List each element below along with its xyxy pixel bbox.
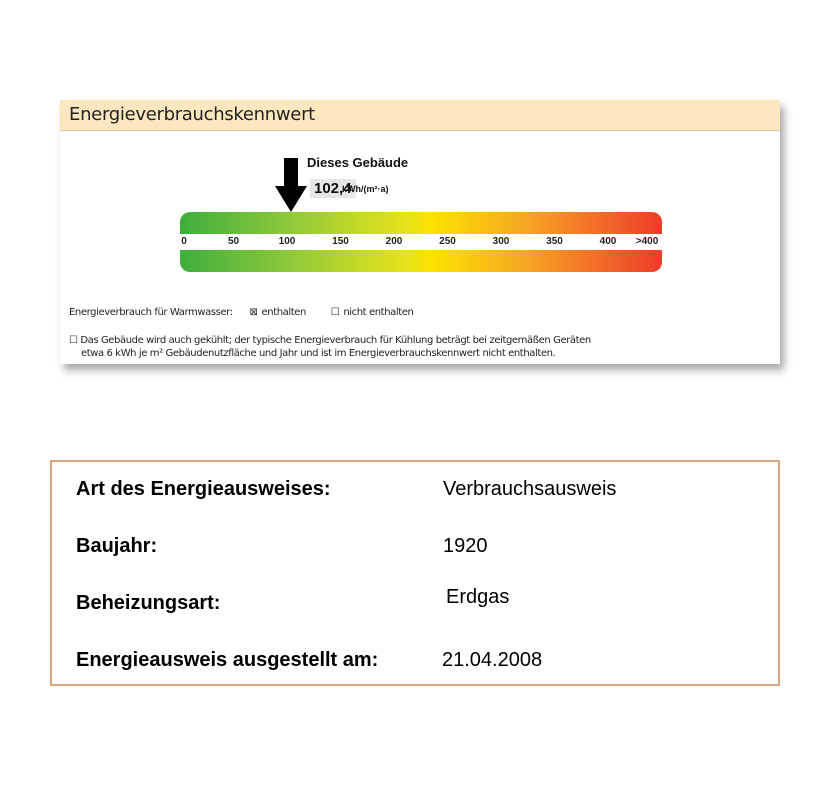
warmwasser-label: Energieverbrauch für Warmwasser: bbox=[69, 307, 233, 318]
energy-chart-card bbox=[60, 100, 780, 364]
info-value: Erdgas bbox=[446, 586, 510, 608]
checkbox-empty-icon: ☐ bbox=[330, 307, 340, 318]
scale-tick: 250 bbox=[439, 236, 456, 247]
info-row bbox=[76, 535, 488, 558]
info-row bbox=[76, 586, 510, 615]
scale-tick: 50 bbox=[227, 236, 240, 247]
info-value: 1920 bbox=[443, 535, 488, 557]
info-value: 21.04.2008 bbox=[442, 649, 543, 671]
info-key: Beheizungsart: bbox=[76, 592, 221, 614]
info-row bbox=[76, 649, 543, 672]
scale-tick: 350 bbox=[546, 236, 563, 247]
scale-tick: >400 bbox=[635, 236, 659, 247]
info-key: Energieausweis ausgestellt am: bbox=[76, 649, 379, 671]
scale-tick: 0 bbox=[181, 236, 187, 247]
checkbox-empty-icon: ☐ bbox=[69, 335, 81, 346]
info-value: Verbrauchsausweis bbox=[443, 478, 617, 500]
scale-tick: 150 bbox=[332, 236, 349, 247]
info-key: Baujahr: bbox=[76, 535, 158, 557]
not-included-option: nicht enthalten bbox=[343, 307, 414, 318]
info-key: Art des Energieausweises: bbox=[76, 478, 331, 500]
scale-band-bottom bbox=[180, 250, 662, 272]
scale-band-top bbox=[180, 212, 662, 234]
scale-tick: 300 bbox=[492, 236, 510, 247]
consumption-value: 102,4 bbox=[310, 179, 356, 198]
scale-tick: 100 bbox=[278, 236, 296, 247]
card-title: Energieverbrauchskennwert bbox=[60, 100, 780, 131]
cooling-line-1: Das Gebäude wird auch gekühlt; der typische Energieverbrauch für Kühlung beträgt bei zeitgemäßen Geräten bbox=[80, 335, 591, 346]
marker-arrow-icon bbox=[275, 158, 307, 212]
cooling-line-2: etwa 6 kWh je m² Gebäudenutzfläche und Jahr und ist im Energieverbrauchskennwert nicht enthalten. bbox=[81, 348, 556, 359]
scale-tick: 200 bbox=[385, 236, 403, 247]
cooling-note bbox=[69, 334, 591, 360]
scale-tick: 400 bbox=[599, 236, 617, 247]
included-option: enthalten bbox=[261, 307, 306, 318]
checkbox-checked-icon: ⊠ bbox=[249, 307, 258, 318]
marker-label: Dieses Gebäude bbox=[307, 155, 409, 170]
warmwasser-row bbox=[69, 307, 427, 318]
info-row bbox=[76, 478, 617, 501]
info-box bbox=[50, 460, 780, 686]
consumption-unit: kWh/(m²·a) bbox=[342, 184, 389, 194]
